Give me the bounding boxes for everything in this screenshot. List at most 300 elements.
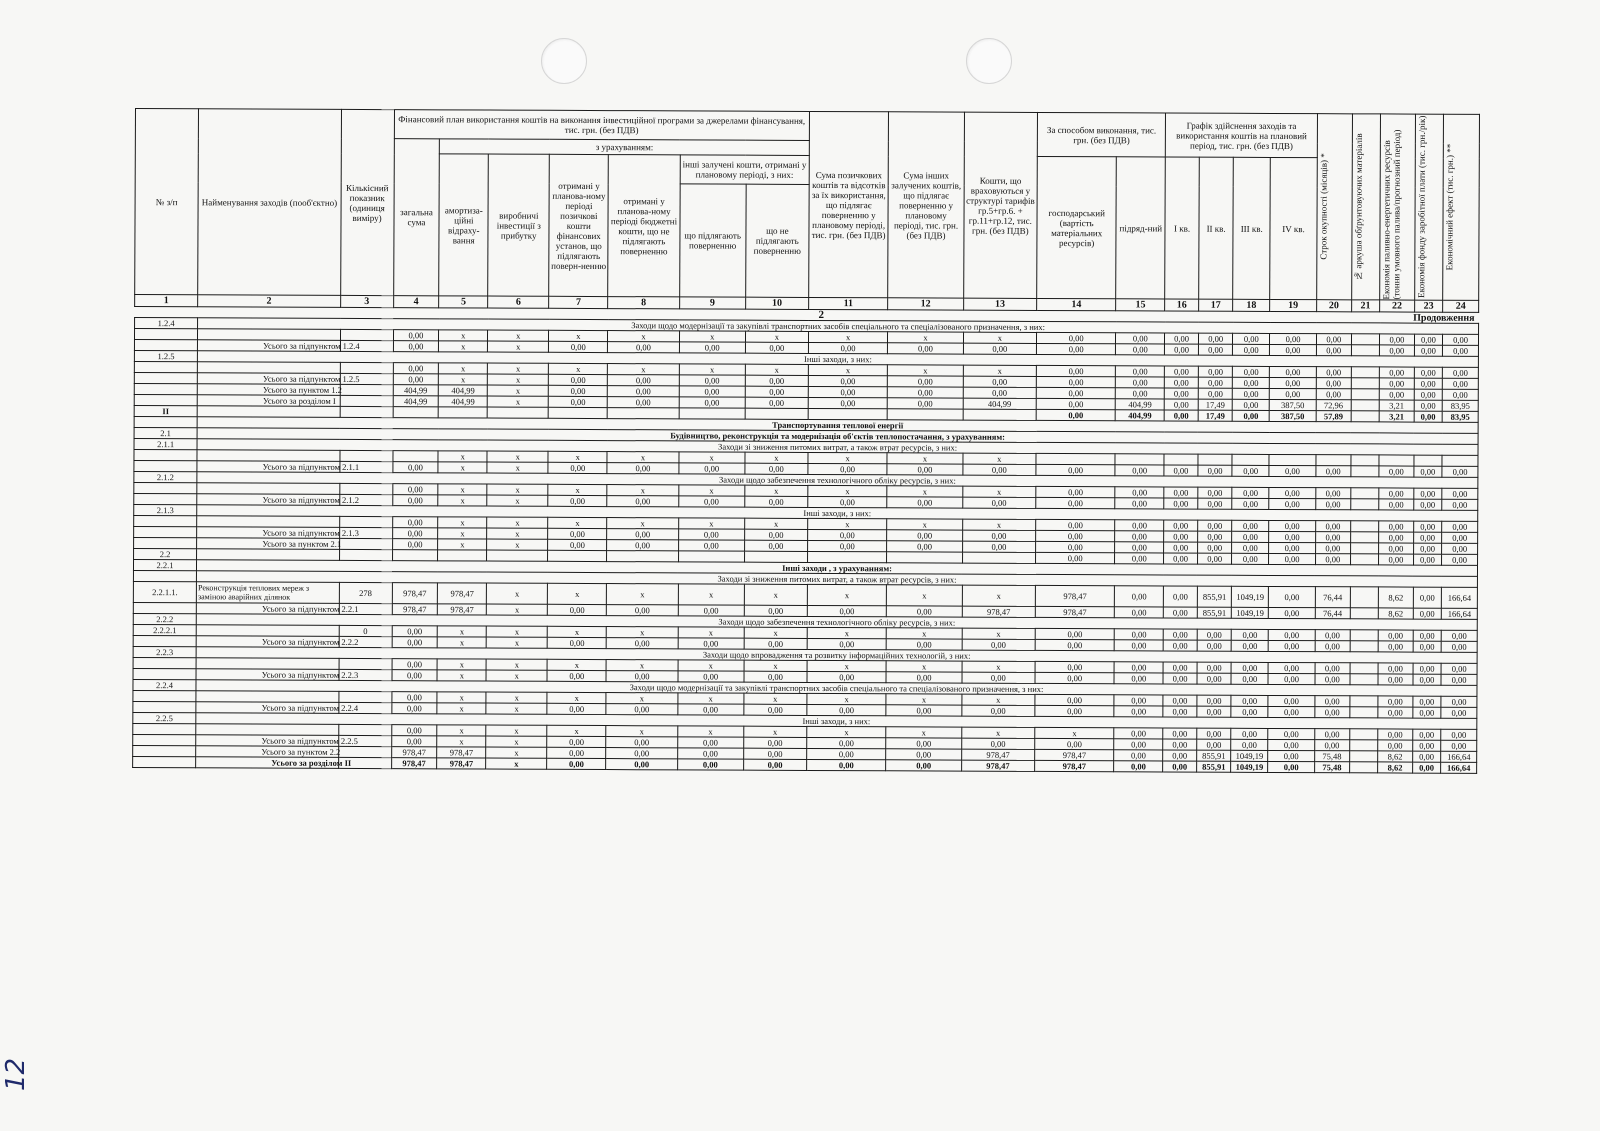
cell-col-19: 0,00 bbox=[1268, 739, 1315, 750]
cell-col-18: 0,00 bbox=[1232, 531, 1269, 542]
column-number: 22 bbox=[1380, 300, 1415, 312]
cell-col-5: x bbox=[437, 703, 486, 714]
cell-col-17: 17,49 bbox=[1198, 399, 1233, 410]
cell-col-23: 0,00 bbox=[1413, 499, 1442, 510]
cell-col-16: 0,00 bbox=[1165, 344, 1199, 355]
cell-col-6: x bbox=[487, 517, 548, 528]
cell-col-11: 0,00 bbox=[807, 605, 886, 616]
cell-col-21 bbox=[1350, 488, 1379, 499]
cell-col-22: 0,00 bbox=[1379, 532, 1414, 543]
cell-col-11 bbox=[808, 408, 887, 419]
cell-col-23: 0,00 bbox=[1414, 389, 1443, 400]
cell-col-14: 0,00 bbox=[1035, 628, 1114, 639]
cell-col-6: x bbox=[487, 528, 548, 539]
row-name: Усього за підпунктом 2.2.4 bbox=[196, 702, 339, 714]
cell-col-3 bbox=[340, 384, 393, 395]
row-number: 2.1 bbox=[134, 427, 197, 438]
row-number bbox=[134, 493, 197, 504]
cell-col-20: 0,00 bbox=[1316, 488, 1351, 499]
cell-col-12: 0,00 bbox=[887, 541, 962, 552]
cell-col-20: 0,00 bbox=[1315, 663, 1350, 674]
cell-col-10: 0,00 bbox=[745, 386, 808, 397]
cell-col-16: 0,00 bbox=[1165, 388, 1199, 399]
cell-col-12: 0,00 bbox=[886, 672, 961, 683]
cell-col-7: x bbox=[549, 363, 608, 374]
cell-col-11: 0,00 bbox=[808, 386, 887, 397]
cell-col-21 bbox=[1351, 455, 1380, 466]
cell-col-3 bbox=[338, 746, 391, 757]
cell-col-11: x bbox=[807, 660, 886, 671]
cell-col-19: 0,00 bbox=[1269, 487, 1316, 498]
cell-col-5: x bbox=[437, 736, 486, 747]
cell-col-10: 0,00 bbox=[743, 748, 806, 759]
row-name bbox=[197, 549, 340, 561]
cell-col-11 bbox=[807, 551, 886, 562]
cell-col-20: 72,96 bbox=[1316, 400, 1351, 411]
cell-col-21 bbox=[1349, 729, 1378, 740]
cell-col-5: x bbox=[438, 451, 487, 462]
cell-col-11: 0,00 bbox=[807, 737, 886, 748]
cell-col-17: 0,00 bbox=[1198, 498, 1233, 509]
cell-col-6: x bbox=[487, 539, 548, 550]
cell-col-6 bbox=[487, 407, 548, 418]
cell-col-7: 0,00 bbox=[547, 736, 606, 747]
header-own-method: господарський (вартість матеріальних ресурсів) bbox=[1037, 156, 1117, 298]
table-body bbox=[133, 307, 1479, 774]
cell-col-4: 0,00 bbox=[392, 659, 438, 670]
cell-col-7: 0,00 bbox=[547, 758, 606, 769]
cell-col-24 bbox=[1442, 455, 1478, 466]
cell-col-9: 0,00 bbox=[678, 605, 744, 616]
cell-col-7: x bbox=[548, 517, 607, 528]
cell-col-17: 0,00 bbox=[1198, 465, 1233, 476]
cell-col-14 bbox=[1036, 453, 1115, 464]
cell-col-7: x bbox=[547, 692, 606, 703]
cell-col-9: 0,00 bbox=[678, 638, 744, 649]
cell-col-19: 0,00 bbox=[1269, 553, 1316, 564]
section-heading: Інші заходи, з них: bbox=[196, 713, 1477, 730]
cell-col-15: 0,00 bbox=[1115, 487, 1164, 498]
column-number: 14 bbox=[1037, 298, 1116, 310]
cell-col-8: x bbox=[606, 693, 677, 704]
cell-col-13: 0,00 bbox=[962, 705, 1035, 716]
cell-col-13: 0,00 bbox=[963, 387, 1036, 398]
cell-col-21 bbox=[1349, 762, 1378, 773]
cell-col-16: 0,00 bbox=[1164, 520, 1198, 531]
header-col-20: Строк окупності (місяців) * bbox=[1318, 153, 1329, 260]
cell-col-7: 0,00 bbox=[547, 670, 606, 681]
column-number: 5 bbox=[439, 296, 488, 308]
cell-col-10 bbox=[745, 408, 808, 419]
cell-col-19: 0,00 bbox=[1268, 750, 1315, 761]
cell-col-18: 0,00 bbox=[1232, 553, 1269, 564]
header-total: загальна сума bbox=[393, 139, 439, 296]
cell-col-15: 0,00 bbox=[1115, 629, 1164, 640]
cell-col-22: 0,00 bbox=[1379, 466, 1414, 477]
cell-col-4 bbox=[393, 451, 439, 462]
cell-col-17: 0,00 bbox=[1198, 487, 1233, 498]
cell-col-15: 0,00 bbox=[1114, 706, 1163, 717]
section-heading: Заходи щодо забезпечення технологічного обліку ресурсів, з них: bbox=[197, 472, 1478, 489]
cell-col-22: 0,00 bbox=[1379, 488, 1414, 499]
cell-col-9: x bbox=[678, 627, 744, 638]
cell-col-20: 0,00 bbox=[1316, 334, 1351, 345]
column-number: 7 bbox=[549, 296, 608, 308]
cell-col-24: 0,00 bbox=[1443, 367, 1479, 378]
cell-col-10: 0,00 bbox=[744, 638, 807, 649]
cell-col-14: 0,00 bbox=[1036, 332, 1115, 343]
cell-col-23: 0,00 bbox=[1413, 554, 1442, 565]
cell-col-14: 0,00 bbox=[1036, 398, 1115, 409]
cell-col-19: 0,00 bbox=[1269, 498, 1316, 509]
cell-col-20: 0,00 bbox=[1315, 696, 1350, 707]
cell-col-21 bbox=[1350, 554, 1379, 565]
cell-col-17: 855,91 bbox=[1197, 586, 1232, 607]
cell-col-22: 8,62 bbox=[1378, 608, 1413, 619]
cell-col-7: 0,00 bbox=[549, 374, 608, 385]
row-number bbox=[134, 361, 197, 372]
cell-col-20: 75,48 bbox=[1315, 751, 1350, 762]
cell-col-7: 0,00 bbox=[547, 703, 606, 714]
cell-col-14: 0,00 bbox=[1035, 705, 1114, 716]
cell-col-11: x bbox=[807, 726, 886, 737]
cell-col-5: x bbox=[438, 495, 487, 506]
cell-col-7: x bbox=[548, 583, 607, 604]
cell-col-8: 0,00 bbox=[608, 386, 679, 397]
cell-col-12: 0,00 bbox=[886, 738, 961, 749]
row-name: Усього за підпунктом 2.2.2 bbox=[196, 636, 339, 648]
row-number: 2.1.1 bbox=[134, 438, 197, 449]
cell-col-16: 0,00 bbox=[1164, 531, 1198, 542]
cell-col-19: 0,00 bbox=[1269, 520, 1316, 531]
column-number: 17 bbox=[1198, 299, 1233, 311]
cell-col-19: 0,00 bbox=[1269, 531, 1316, 542]
cell-col-5: 978,47 bbox=[438, 604, 487, 615]
cell-col-20: 57,89 bbox=[1316, 411, 1351, 422]
cell-col-12: 0,00 bbox=[887, 639, 962, 650]
cell-col-5: 404,99 bbox=[439, 385, 488, 396]
cell-col-24: 0,00 bbox=[1441, 663, 1477, 674]
cell-col-5: x bbox=[438, 462, 487, 473]
cell-col-19: 0,00 bbox=[1269, 377, 1316, 388]
cell-col-10: x bbox=[744, 627, 807, 638]
cell-col-7: 0,00 bbox=[548, 604, 607, 615]
cell-col-9: x bbox=[678, 693, 744, 704]
cell-col-22: 8,62 bbox=[1378, 751, 1413, 762]
row-number: 1.2.4 bbox=[135, 318, 198, 329]
cell-col-6: x bbox=[487, 462, 548, 473]
header-repayable: що підлягають поверненню bbox=[679, 184, 746, 297]
cell-col-21 bbox=[1351, 334, 1380, 345]
row-number bbox=[134, 460, 197, 471]
cell-col-24: 0,00 bbox=[1441, 696, 1477, 707]
cell-col-23: 0,00 bbox=[1413, 696, 1442, 707]
cell-col-13: x bbox=[962, 585, 1035, 606]
cell-col-24: 0,00 bbox=[1442, 554, 1478, 565]
cell-col-4 bbox=[392, 550, 438, 561]
cell-col-5: x bbox=[439, 330, 488, 341]
row-name: Усього за підпунктом 2.2.3 bbox=[196, 669, 339, 681]
cell-col-16: 0,00 bbox=[1164, 586, 1198, 607]
cell-col-13: x bbox=[963, 453, 1036, 464]
cell-col-19: 387,50 bbox=[1269, 410, 1316, 421]
cell-col-11: 0,00 bbox=[808, 342, 887, 353]
cell-col-5: x bbox=[439, 341, 488, 352]
cell-col-8: x bbox=[606, 660, 677, 671]
cell-col-18: 0,00 bbox=[1231, 673, 1268, 684]
cell-col-18: 0,00 bbox=[1233, 333, 1270, 344]
cell-col-11: 0,00 bbox=[807, 638, 886, 649]
cell-col-7 bbox=[548, 407, 607, 418]
cell-col-5: x bbox=[438, 484, 487, 495]
cell-col-9: 0,00 bbox=[677, 737, 743, 748]
row-number: 2.1.2 bbox=[134, 471, 197, 482]
cell-col-21 bbox=[1350, 630, 1379, 641]
cell-col-6: x bbox=[488, 363, 549, 374]
cell-col-9: 0,00 bbox=[678, 671, 744, 682]
cell-col-24: 0,00 bbox=[1442, 378, 1478, 389]
cell-col-15: 0,00 bbox=[1115, 520, 1164, 531]
cell-col-4: 0,00 bbox=[391, 736, 437, 747]
cell-col-17: 0,00 bbox=[1198, 344, 1233, 355]
cell-col-6: x bbox=[487, 385, 548, 396]
cell-col-3: 0 bbox=[339, 625, 392, 636]
cell-col-6: x bbox=[486, 670, 547, 681]
cell-col-24: 0,00 bbox=[1442, 389, 1478, 400]
cell-col-13: x bbox=[962, 519, 1035, 530]
cell-col-23: 0,00 bbox=[1413, 543, 1442, 554]
cell-col-5: x bbox=[439, 374, 488, 385]
cell-col-9: x bbox=[679, 364, 745, 375]
cell-col-14: 0,00 bbox=[1036, 376, 1115, 387]
row-name: Усього за підпунктом 1.2.5 bbox=[197, 373, 340, 385]
cell-col-23: 0,00 bbox=[1413, 707, 1442, 718]
cell-col-11: 0,00 bbox=[807, 759, 886, 770]
cell-col-11: 0,00 bbox=[808, 496, 887, 507]
cell-col-15: 0,00 bbox=[1115, 640, 1164, 651]
cell-col-10: 0,00 bbox=[744, 540, 807, 551]
cell-col-4: 978,47 bbox=[391, 747, 437, 758]
cell-col-8: 0,00 bbox=[607, 540, 678, 551]
cell-col-8: x bbox=[607, 518, 678, 529]
cell-col-11: 0,00 bbox=[807, 704, 886, 715]
cell-col-4: 0,00 bbox=[392, 539, 438, 550]
row-name: Усього за підпунктом 2.1.1 bbox=[197, 461, 340, 473]
header-col-24: Економічний ефект (тис. грн.) ** bbox=[1444, 143, 1456, 271]
cell-col-21 bbox=[1349, 707, 1378, 718]
cell-col-16: 0,00 bbox=[1164, 465, 1198, 476]
cell-col-3 bbox=[339, 516, 392, 527]
cell-col-9: x bbox=[678, 660, 744, 671]
cell-col-7: x bbox=[548, 451, 607, 462]
row-number: 2.2.2.1 bbox=[133, 624, 196, 635]
cell-col-4: 404,99 bbox=[393, 396, 439, 407]
cell-col-21 bbox=[1350, 532, 1379, 543]
cell-col-6: x bbox=[486, 659, 547, 670]
cell-col-15: 0,00 bbox=[1114, 662, 1163, 673]
cell-col-6: x bbox=[488, 330, 549, 341]
cell-col-15: 0,00 bbox=[1114, 673, 1163, 684]
cell-col-18: 0,00 bbox=[1232, 465, 1269, 476]
row-number bbox=[133, 657, 196, 668]
cell-col-15: 0,00 bbox=[1115, 542, 1164, 553]
row-name: Реконструкція теплових мереж з заміною аварійних ділянок bbox=[196, 582, 339, 604]
cell-col-10: x bbox=[744, 726, 807, 737]
cell-col-12: 0,00 bbox=[886, 760, 961, 771]
cell-col-4: 0,00 bbox=[391, 725, 437, 736]
section-heading: Заходи зі зниження питомих витрат, а також втрат ресурсів, з них: bbox=[197, 571, 1478, 588]
cell-col-18: 0,00 bbox=[1232, 662, 1269, 673]
header-col-11: Сума позичкових коштів та відсотків за їх використання, що підлягає поверненню у плановому періоді, тис. грн. (без ПДВ) bbox=[809, 111, 889, 297]
cell-col-6: x bbox=[487, 451, 548, 462]
cell-col-7: 0,00 bbox=[548, 462, 607, 473]
cell-col-21 bbox=[1351, 400, 1380, 411]
cell-col-12: 0,00 bbox=[888, 398, 963, 409]
cell-col-18: 0,00 bbox=[1233, 377, 1270, 388]
cell-col-18 bbox=[1232, 454, 1269, 465]
cell-col-22: 3,21 bbox=[1379, 411, 1414, 422]
column-number: 9 bbox=[679, 297, 745, 309]
cell-col-5: 978,47 bbox=[438, 583, 487, 604]
row-name: Усього за розділом I bbox=[197, 395, 340, 407]
row-name: Усього за пунктом 2.2 bbox=[196, 746, 339, 758]
cell-col-12: x bbox=[888, 332, 963, 343]
cell-col-14: 978,47 bbox=[1035, 749, 1114, 760]
cell-col-22: 0,00 bbox=[1378, 740, 1413, 751]
header-including: з урахуванням: bbox=[440, 139, 810, 156]
row-number bbox=[133, 690, 196, 701]
cell-col-4: 0,00 bbox=[392, 517, 438, 528]
cell-col-16: 0,00 bbox=[1164, 410, 1198, 421]
cell-col-12: 0,00 bbox=[886, 705, 961, 716]
cell-col-4: 404,99 bbox=[393, 385, 439, 396]
cell-col-7: 0,00 bbox=[548, 528, 607, 539]
cell-col-14: 0,00 bbox=[1036, 530, 1115, 541]
cell-col-12 bbox=[888, 409, 963, 420]
row-name: Усього за підпунктом 2.1.3 bbox=[197, 527, 340, 539]
header-contract-method: підряд-ний bbox=[1116, 157, 1165, 299]
cell-col-23: 0,00 bbox=[1413, 674, 1442, 685]
cell-col-10: x bbox=[745, 485, 808, 496]
cell-col-8: x bbox=[608, 364, 679, 375]
cell-col-18: 0,00 bbox=[1231, 739, 1268, 750]
cell-col-24: 83,95 bbox=[1442, 411, 1478, 422]
cell-col-4: 0,00 bbox=[392, 462, 438, 473]
cell-col-15: 0,00 bbox=[1116, 333, 1165, 344]
cell-col-19 bbox=[1269, 454, 1316, 465]
cell-col-20: 0,00 bbox=[1316, 345, 1351, 356]
row-name bbox=[196, 691, 339, 703]
cell-col-18: 0,00 bbox=[1232, 520, 1269, 531]
cell-col-13: 0,00 bbox=[963, 343, 1036, 354]
cell-col-4: 0,00 bbox=[392, 528, 438, 539]
cell-col-22: 8,62 bbox=[1378, 587, 1413, 608]
cell-col-22: 0,00 bbox=[1378, 729, 1413, 740]
column-number: 11 bbox=[809, 297, 888, 309]
cell-col-23: 0,00 bbox=[1413, 641, 1442, 652]
cell-col-19: 0,00 bbox=[1268, 728, 1315, 739]
cell-col-18: 0,00 bbox=[1232, 629, 1269, 640]
row-number: 2.2.3 bbox=[133, 646, 196, 657]
cell-col-16: 0,00 bbox=[1164, 498, 1198, 509]
cell-col-12: 0,00 bbox=[887, 497, 962, 508]
cell-col-14: 0,00 bbox=[1036, 519, 1115, 530]
cell-col-8: 0,00 bbox=[607, 638, 678, 649]
cell-col-24: 0,00 bbox=[1442, 499, 1478, 510]
cell-col-20: 0,00 bbox=[1316, 367, 1351, 378]
row-name bbox=[197, 516, 340, 528]
cell-col-17: 0,00 bbox=[1197, 542, 1232, 553]
cell-col-15: 0,00 bbox=[1114, 761, 1163, 772]
cell-col-13: x bbox=[963, 486, 1036, 497]
cell-col-16: 0,00 bbox=[1163, 728, 1197, 739]
cell-col-6: x bbox=[486, 736, 547, 747]
cell-col-22: 0,00 bbox=[1379, 367, 1414, 378]
cell-col-17: 0,00 bbox=[1198, 377, 1233, 388]
cell-col-23: 0,00 bbox=[1414, 334, 1443, 345]
cell-col-7: 0,00 bbox=[549, 385, 608, 396]
investment-program-table bbox=[132, 108, 1480, 774]
cell-col-14: 978,47 bbox=[1035, 606, 1114, 617]
row-number bbox=[134, 383, 197, 394]
cell-col-13: 978,47 bbox=[961, 760, 1034, 771]
cell-col-15: 0,00 bbox=[1115, 498, 1164, 509]
row-name: Усього за підпунктом 2.2.5 bbox=[196, 735, 339, 747]
cell-col-4: 978,47 bbox=[392, 583, 438, 604]
cell-col-23: 0,00 bbox=[1414, 488, 1443, 499]
cell-col-19: 0,00 bbox=[1268, 640, 1315, 651]
cell-col-17: 17,49 bbox=[1198, 410, 1233, 421]
cell-col-17: 0,00 bbox=[1197, 728, 1232, 739]
cell-col-8: 0,00 bbox=[606, 704, 677, 715]
header-col-number: № з/п bbox=[135, 109, 199, 295]
cell-col-11: x bbox=[808, 364, 887, 375]
cell-col-17: 0,00 bbox=[1198, 388, 1233, 399]
header-col-12: Сума інших залучених коштів, що підлягає поверненню у плановому періоді, тис. грн. (без ПДВ) bbox=[888, 112, 964, 298]
cell-col-20: 0,00 bbox=[1315, 641, 1350, 652]
cell-col-14: 0,00 bbox=[1036, 365, 1115, 376]
cell-col-11: 0,00 bbox=[808, 463, 887, 474]
cell-col-4: 0,00 bbox=[393, 363, 439, 374]
cell-col-23: 0,00 bbox=[1413, 608, 1442, 619]
cell-col-16: 0,00 bbox=[1163, 706, 1197, 717]
cell-col-18: 1049,19 bbox=[1232, 586, 1269, 607]
column-number: 3 bbox=[340, 295, 393, 307]
cell-col-9: 0,00 bbox=[678, 540, 744, 551]
cell-col-22: 0,00 bbox=[1379, 389, 1414, 400]
cell-col-3: 278 bbox=[339, 582, 392, 603]
cell-col-19: 387,50 bbox=[1269, 399, 1316, 410]
row-name bbox=[197, 406, 340, 418]
section-heading: Заходи щодо модернізації та закупівлі транспортних засобів спеціального та спеціалізованого призначення, з них: bbox=[198, 318, 1479, 335]
row-number: 2.2.1.1. bbox=[133, 581, 196, 602]
cell-col-7: x bbox=[547, 725, 606, 736]
column-number: 21 bbox=[1351, 300, 1380, 312]
cell-col-8: x bbox=[607, 584, 678, 605]
section-heading: Інші заходи, з них: bbox=[198, 351, 1479, 368]
cell-col-15: 0,00 bbox=[1116, 366, 1165, 377]
row-name bbox=[196, 724, 339, 736]
cell-col-11: 0,00 bbox=[808, 540, 887, 551]
cell-col-10: x bbox=[744, 660, 807, 671]
cell-col-6: x bbox=[486, 747, 547, 758]
cell-col-21 bbox=[1351, 389, 1380, 400]
cell-col-14: 0,00 bbox=[1035, 661, 1114, 672]
cell-col-23: 0,00 bbox=[1413, 532, 1442, 543]
cell-col-16: 0,00 bbox=[1163, 695, 1197, 706]
continuation-page-number: 2 bbox=[818, 308, 825, 321]
row-number bbox=[133, 701, 196, 712]
